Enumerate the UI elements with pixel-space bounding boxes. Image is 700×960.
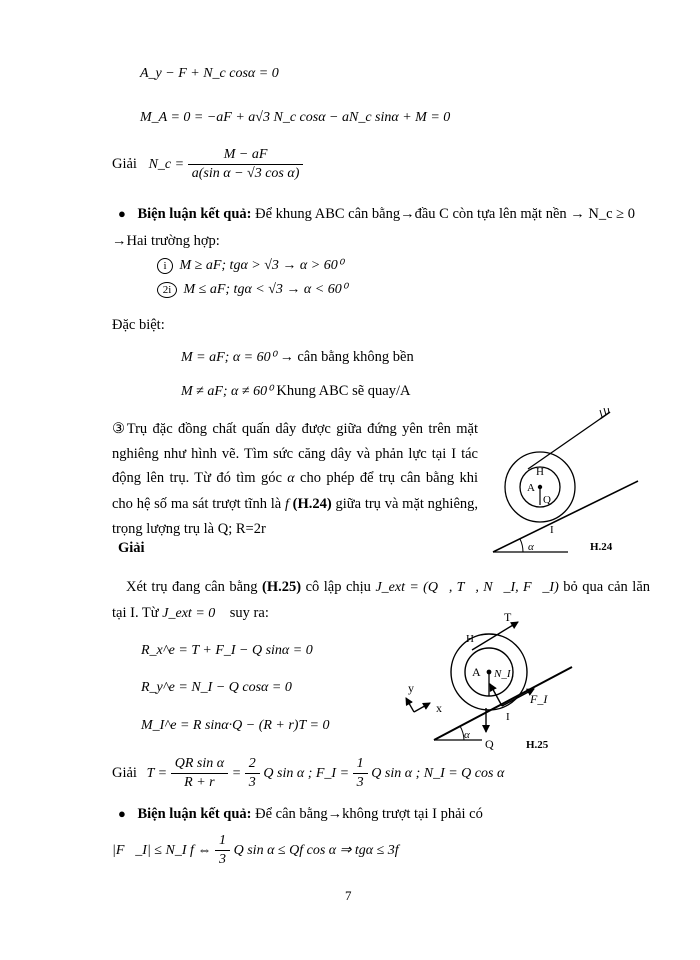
f-denominator: 3 xyxy=(356,775,364,790)
t-equals: = xyxy=(231,765,242,781)
problem-f: f xyxy=(284,496,289,512)
label-alpha: α xyxy=(528,541,534,553)
incline-line xyxy=(493,481,638,552)
equation-mi: M_I^e = R sinα·Q − (R + r)T = 0 xyxy=(141,718,330,733)
special-2-eq: M ≠ aF; α ≠ 60⁰ xyxy=(181,384,273,399)
special-case-1 xyxy=(181,349,414,366)
sol-jzero: J_ext = 0⃗ xyxy=(162,605,227,621)
f-numerator: 1 xyxy=(353,755,368,774)
t-fraction xyxy=(171,755,228,792)
label-t: T xyxy=(504,610,512,624)
f-fraction xyxy=(353,755,368,792)
special-label: Đặc biệt: xyxy=(112,317,165,333)
t-denominator: R + r xyxy=(184,775,215,790)
cond-b: Q sin α ≤ Qf cos α ⇒ tgα ≤ 3f xyxy=(233,842,399,858)
solution-heading: Giải xyxy=(118,540,145,556)
special-1-text: cân bằng không bền xyxy=(297,349,414,365)
y-axis-vector xyxy=(406,698,414,712)
figure-label: H.24 xyxy=(590,541,613,553)
nc-lhs: N_c = xyxy=(148,156,185,172)
label-alpha: α xyxy=(464,729,470,741)
problem-fig-ref: (H.24) xyxy=(292,495,332,512)
bullet-dot-icon: ● xyxy=(118,206,126,221)
case-2 xyxy=(157,281,347,298)
sol-jext: J_ext = (Q⃗, T⃗, N⃗_I, F⃗_I) xyxy=(375,580,559,595)
case-2-marker: 2i xyxy=(157,282,177,298)
label-i: I xyxy=(506,711,510,723)
bullet-text: Để khung ABC cân bằng→đầu C còn tựa lên mặt nền → N_c ≥ 0 xyxy=(255,206,635,222)
results-label: Giải xyxy=(112,764,137,781)
case-2-text: M ≤ aF; tgα < √3 → α < 60⁰ xyxy=(183,282,348,297)
problem-alpha: α xyxy=(287,471,295,486)
cases-intro: →Hai trường hợp: xyxy=(112,233,220,249)
problem-marker: ③ xyxy=(112,421,127,437)
x-axis-vector xyxy=(414,703,430,712)
sol-fig-ref: (H.25) xyxy=(262,579,302,595)
cond-denominator: 3 xyxy=(219,852,226,867)
t-rest: Q sin α ; F_I = xyxy=(263,765,350,781)
hatch-1 xyxy=(600,410,602,417)
f-rest: Q sin α ; N_I = Q cos α xyxy=(371,765,505,781)
bullet-discussion-2 xyxy=(118,806,483,823)
label-h: H xyxy=(466,633,474,645)
problem-3-statement xyxy=(112,417,478,542)
label-q: Q xyxy=(543,494,551,506)
label-q: Q xyxy=(485,737,494,751)
t-fraction-2 xyxy=(245,755,260,792)
nc-denominator: a(sin α − √3 cos α) xyxy=(191,166,300,181)
angle-arc xyxy=(520,539,523,552)
cond-fraction xyxy=(215,832,230,869)
solve-label: Giải xyxy=(112,155,137,172)
special-case-2 xyxy=(181,383,410,400)
bullet-dot-icon: ● xyxy=(118,806,126,821)
hatch-2 xyxy=(604,408,606,415)
cond-a: |F⃗_I| ≤ N_I f ⇔ xyxy=(112,842,212,858)
problem-text-a: Trụ đặc đồng chất quấn dây được giữa đứng yên trên mặt nghiêng như hình vẽ. Tìm sức căng dây và phản lực tại I tác động lên trụ. Từ đó tìm góc xyxy=(112,421,479,486)
label-y: y xyxy=(408,681,414,695)
bullet-2-title: Biện luận kết quả: xyxy=(137,806,252,822)
figure-h25 xyxy=(402,608,580,758)
figure-h24 xyxy=(488,408,648,558)
solution-nc xyxy=(112,146,303,183)
label-n: N_I xyxy=(494,668,511,680)
case-1 xyxy=(157,257,343,274)
special-1-eq: M = aF; α = 60⁰ → xyxy=(181,350,294,365)
special-2-text: Khung ABC sẽ quay/A xyxy=(276,383,411,399)
label-a: A xyxy=(472,665,481,679)
normal-vector xyxy=(490,684,502,706)
label-a: A xyxy=(527,482,535,494)
solution-results xyxy=(112,755,504,792)
t-denominator-2: 3 xyxy=(248,775,256,790)
bullet-title: Biện luận kết quả: xyxy=(137,206,252,222)
cond-numerator: 1 xyxy=(215,832,230,851)
nc-numerator: M − aF xyxy=(188,146,304,165)
label-i: I xyxy=(550,524,554,536)
sol-text-b: cô lập chịu xyxy=(305,579,371,595)
t-numerator-2: 2 xyxy=(245,755,260,774)
nc-fraction xyxy=(188,146,304,183)
problem-text-c: giữa trụ và mặt nghiêng, trọng lượng trụ là Q; R=2r xyxy=(112,495,479,537)
problem-text-b: cho phép để trụ cân bằng khi cho hệ số ma sát trượt tĩnh là xyxy=(112,470,478,512)
case-1-marker: i xyxy=(157,258,173,274)
page-number: 7 xyxy=(345,888,352,903)
equation-sum-y: A_y − F + N_c cosα = 0 xyxy=(140,66,279,81)
t-lhs: T = xyxy=(146,765,168,781)
bullet-2-text: Để cân bằng→không trượt tại I phải có xyxy=(255,806,483,822)
sol-text-a: Xét trụ đang cân bằng xyxy=(126,579,258,595)
case-1-text: M ≥ aF; tgα > √3 → α > 60⁰ xyxy=(179,258,344,273)
sol-text-d: suy ra: xyxy=(229,604,269,621)
no-slip-condition xyxy=(112,832,399,869)
bullet-discussion-1 xyxy=(118,206,635,223)
label-x: x xyxy=(436,701,442,715)
equation-moment-a: M_A = 0 = −aF + a√3 N_c cosα − aN_c sinα + M = 0 xyxy=(140,110,451,125)
equation-ry: R_y^e = N_I − Q cosα = 0 xyxy=(141,680,292,695)
label-f: F_I xyxy=(530,692,548,706)
t-numerator: QR sin α xyxy=(171,755,228,774)
hatch-3 xyxy=(608,408,609,413)
equation-rx: R_x^e = T + F_I − Q sinα = 0 xyxy=(141,643,313,658)
figure-label: H.25 xyxy=(526,739,549,751)
sol-text-c: bỏ qua cản lăn tại I. Từ xyxy=(112,579,651,621)
label-h: H xyxy=(536,466,544,478)
